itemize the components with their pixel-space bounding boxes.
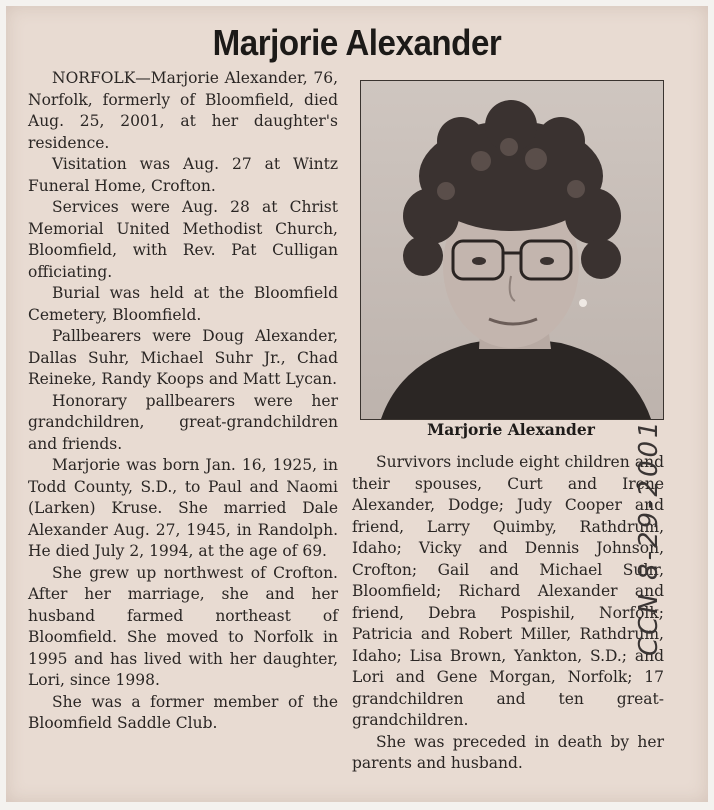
obituary-paragraph: Services were Aug. 28 at Christ Memorial United Methodist Church, Bloomfield, with Rev. Pat Culligan officiating. (28, 198, 338, 281)
obituary-paragraph: Pallbearers were Doug Alexander, Dallas Suhr, Michael Suhr Jr., Chad Reineke, Randy Koops and Matt Lycan. (28, 327, 338, 388)
obituary-paragraph: Survivors include eight children and their spouses, Curt and Irene Alexander, Dodge; Judy Cooper and friend, Larry Quimby, Rathdrum, Idaho; Vicky and Dennis Johnson, Crofton; Gail and Michael Suhr, Bloomfield; Richard Alexander and friend, Debra Pospishil, Norfolk; Patricia and Robert Miller, Rathdrum, Idaho; Lisa Brown, Yankton, S.D.; and Lori and Gene Morgan, Norfolk; 17 grandchildren and ten great-grandchildren. (352, 453, 664, 729)
obituary-right-column (352, 452, 664, 775)
obituary-headline: Marjorie Alexander (212, 22, 502, 63)
obituary-paragraph: NORFOLK—Marjorie Alexander, 76, Norfolk, formerly of Bloomfield, died Aug. 25, 2001, at her daughter's residence. (28, 69, 338, 152)
newspaper-clipping (6, 6, 708, 802)
obituary-paragraph: Visitation was Aug. 27 at Wintz Funeral Home, Crofton. (28, 155, 338, 195)
obituary-paragraph: Honorary pallbearers were her grandchildren, great-grandchildren and friends. (28, 391, 338, 453)
handwritten-note: CCN 8-29-2001 (634, 418, 664, 656)
obituary-paragraph: Burial was held at the Bloomfield Cemetery, Bloomfield. (28, 284, 338, 324)
portrait-photo (360, 80, 664, 420)
portrait-illustration (361, 81, 663, 419)
obituary-paragraph: She was preceded in death by her parents and husband. (352, 732, 664, 772)
obituary-left-column (28, 68, 338, 735)
obituary-paragraph: She grew up northwest of Crofton. After her marriage, she and her husband farmed northeast of Bloomfield. She moved to Norfolk in 1995 and has lived with her daughter, Lori, since 1998. (28, 563, 338, 689)
obituary-paragraph: She was a former member of the Bloomfield Saddle Club. (28, 692, 338, 732)
photo-caption: Marjorie Alexander (427, 420, 595, 439)
obituary-paragraph: Marjorie was born Jan. 16, 1925, in Todd County, S.D., to Paul and Naomi (Larken) Kruse. She married Dale Alexander Aug. 27, 1945, in Randolph. He died July 2, 1994, at the age of 69. (28, 456, 338, 560)
